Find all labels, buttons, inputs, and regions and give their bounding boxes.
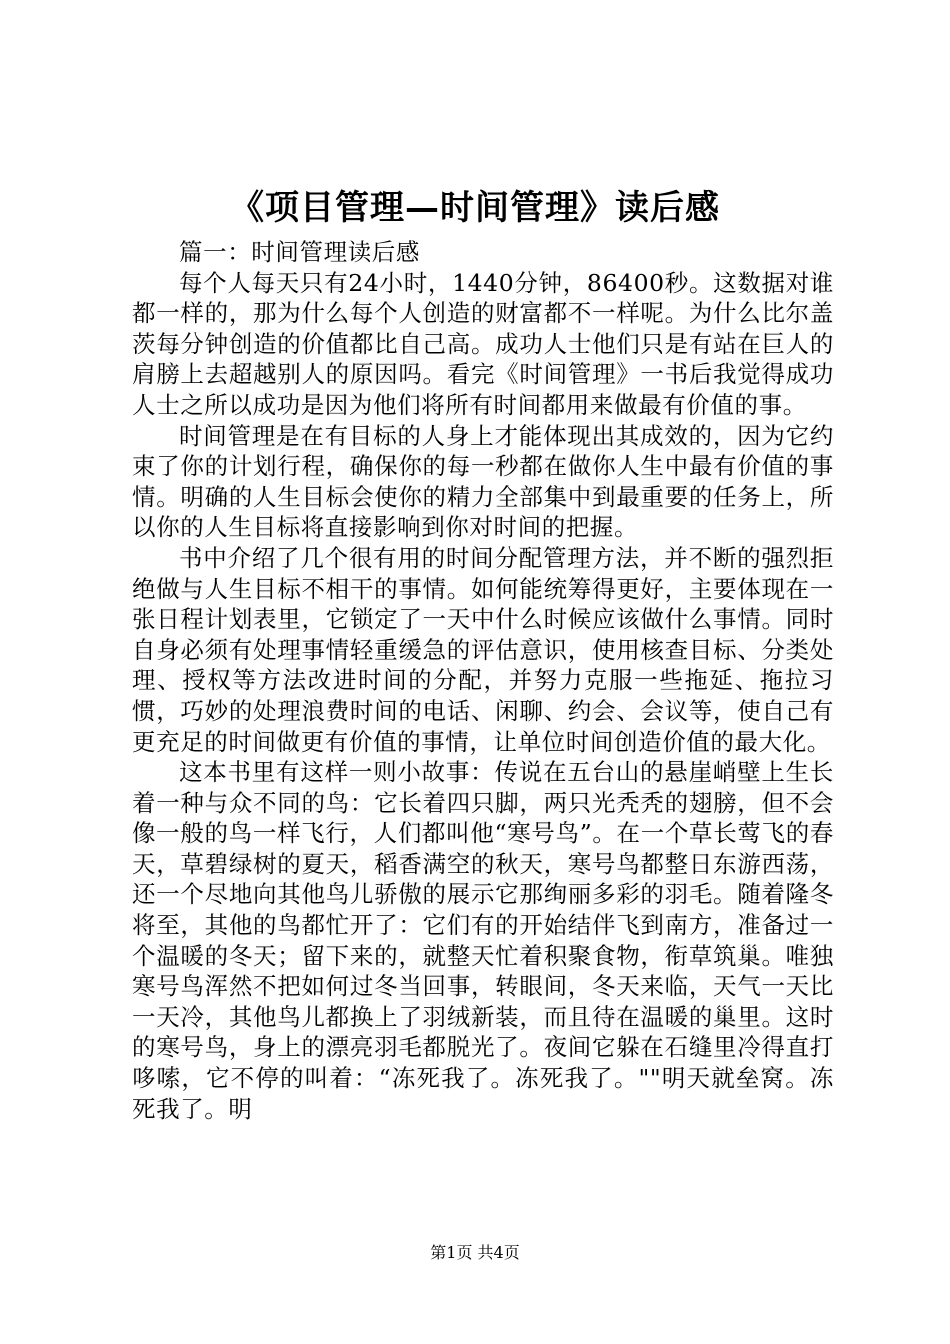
paragraph: 时间管理是在有目标的人身上才能体现出其成效的，因为它约束了你的计划行程，确保你的每一秒都在做你人生中最有价值的事情。明确的人生目标会使你的精力全部集中到最重要的任务上，所以你的人生目标将直接影响到你对时间的把握。	[132, 421, 834, 542]
page-number-footer: 第1页 共4页	[430, 1243, 520, 1262]
paragraph: 书中介绍了几个很有用的时间分配管理方法，并不断的强烈拒绝做与人生目标不相干的事情。如何能统筹得更好，主要体现在一张日程计划表里，它锁定了一天中什么时候应该做什么事情。同时自身必须有处理事情轻重缓急的评估意识，使用核查目标、分类处理、授权等方法改进时间的分配，并努力克服一些拖延、拖拉习惯，巧妙的处理浪费时间的电话、闲聊、约会、会议等，使自己有更充足的时间做更有价值的事情，让单位时间创造价值的最大化。	[132, 543, 834, 756]
document-body	[132, 237, 834, 1124]
paragraph: 这本书里有这样一则小故事：传说在五台山的悬崖峭壁上生长着一种与众不同的鸟：它长着四只脚，两只光秃秃的翅膀，但不会像一般的鸟一样飞行，人们都叫他“寒号鸟”。在一个草长莺飞的春天，草碧绿树的夏天，稻香满空的秋天，寒号鸟都整日东游西荡，还一个尽地向其他鸟儿骄傲的展示它那绚丽多彩的羽毛。随着隆冬将至，其他的鸟都忙开了：它们有的开始结伴飞到南方，准备过一个温暖的冬天；留下来的，就整天忙着积聚食物，衔草筑巢。唯独寒号鸟浑然不把如何过冬当回事，转眼间，冬天来临，天气一天比一天冷，其他鸟儿都换上了羽绒新装，而且待在温暖的巢里。这时的寒号鸟，身上的漂亮羽毛都脱光了。夜间它躲在石缝里冷得直打哆嗦，它不停的叫着：“冻死我了。冻死我了。""明天就垒窝。冻死我了。明	[132, 758, 834, 1123]
section-heading: 篇一：时间管理读后感	[179, 238, 420, 266]
paragraph: 每个人每天只有24小时，1440分钟，86400秒。这数据对谁都一样的，那为什么每个人创造的财富都不一样呢。为什么比尔盖茨每分钟创造的价值都比自己高。成功人士他们只是有站在巨人的肩膀上去超越别人的原因吗。看完《时间管理》一书后我觉得成功人士之所以成功是因为他们将所有时间都用来做最有价值的事。	[132, 268, 834, 419]
document-title: 《项目管理—时间管理》读后感	[230, 188, 720, 228]
